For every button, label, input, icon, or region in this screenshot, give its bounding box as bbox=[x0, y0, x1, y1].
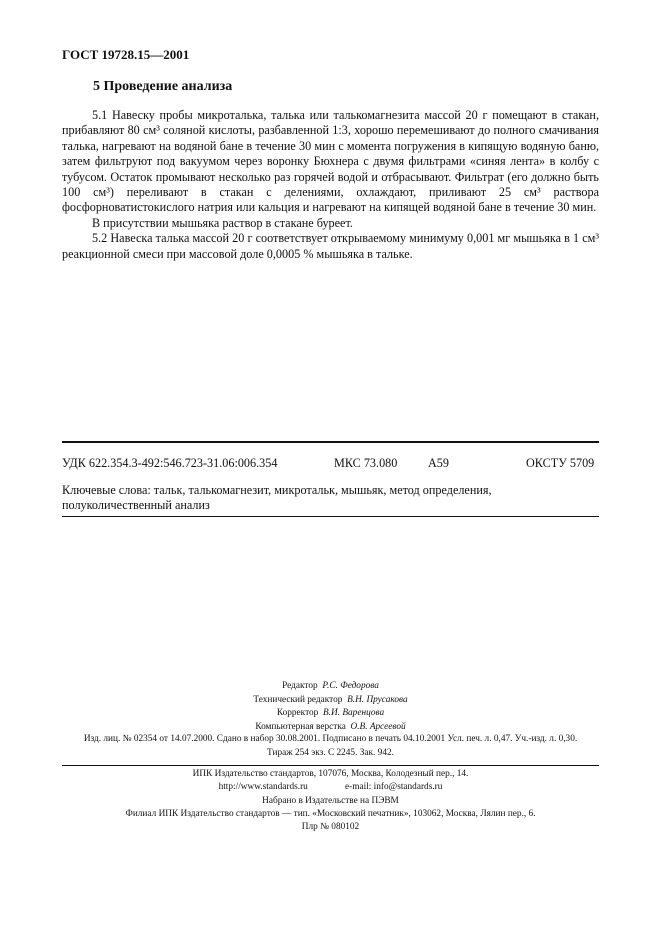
imprint bbox=[62, 733, 599, 760]
credit-tech-editor: Технический редактор В.Н. Прусакова bbox=[253, 694, 408, 705]
paragraph-5-1: 5.1 Навеску пробы микроталька, талька или талькомагнезита массой 20 г помещают в стакан, прибавляют 80 см³ соляной кислоты, разбавленной 1:3, хорошо перемешивают до полного смачивания талька, нагревают на водяной бане в течение 30 мин с момента погружения в кипящую водяную баню, затем фильтруют под вакуумом через воронку Бюхнера с двумя фильтрами «синяя лента» в колбу с тубусом. Остаток промывают несколько раз горячей водой и отбрасывают. Фильтрат (его должно быть 100 см³) переливают в стакан с делениями, охлаждают, приливают 25 см³ раствора фосфорноватистокислого натрия или кальция и нагревают на кипящей водяной бане в течение 30 мин. bbox=[62, 108, 599, 215]
credit-layout: Компьютерная верстка О.В. Арсеевой bbox=[255, 721, 406, 732]
keywords: Ключевые слова: тальк, талькомагнезит, микротальк, мышьяк, метод определения, полуколичественный анализ bbox=[62, 483, 492, 513]
okstu-code: ОКСТУ 5709 bbox=[526, 456, 595, 470]
mks-code: МКС 73.080 bbox=[334, 456, 398, 470]
body-text bbox=[62, 108, 599, 262]
top-divider bbox=[62, 441, 599, 443]
imprint-line-1: Изд. лиц. № 02354 от 14.07.2000. Сдано в набор 30.08.2001. Подписано в печать 04.10.2001 Усл. печ. л. 0,47. Уч.-изд. л. 0,30. bbox=[83, 734, 578, 744]
document-header: ГОСТ 19728.15—2001 bbox=[62, 47, 190, 62]
imprint-line-2: Тираж 254 экз. С 2245. Зак. 942. bbox=[267, 747, 394, 758]
publisher-license: Плр № 080102 bbox=[301, 822, 360, 833]
credit-corrector: Корректор В.И. Варенцова bbox=[276, 708, 385, 718]
publisher-block bbox=[62, 768, 599, 834]
publisher-typeset: Набрано в Издательстве на ПЭВМ bbox=[262, 795, 399, 806]
udk-code: УДК 622.354.3-492:546.723-31.06:006.354 bbox=[62, 456, 278, 470]
publisher-branch: Филиал ИПК Издательство стандартов — тип. «Московский печатник», 103062, Москва, Лялин пер., 6. bbox=[125, 808, 536, 819]
publisher-address: ИПК Издательство стандартов, 107076, Москва, Колодезный пер., 14. bbox=[192, 769, 469, 779]
paragraph-5-2: 5.2 Навеска талька массой 20 г соответствует открываемому минимуму 0,001 мг мышьяка в 1 см³ реакционной смеси при массовой доле 0,0005 % мышьяка в тальке. bbox=[62, 231, 599, 261]
credits-block bbox=[62, 680, 599, 734]
a-code: А59 bbox=[428, 456, 449, 470]
publisher-web: http://www.standards.ru e-mail: info@standards.ru bbox=[218, 782, 443, 793]
section-title: 5 Проведение анализа bbox=[93, 79, 233, 94]
paragraph-arsenic-note: В присутствии мышьяка раствор в стакане буреет. bbox=[92, 215, 353, 230]
bottom-divider bbox=[62, 516, 599, 517]
credit-editor: Редактор Р.С. Федорова bbox=[282, 681, 379, 691]
publisher-divider bbox=[62, 765, 599, 766]
